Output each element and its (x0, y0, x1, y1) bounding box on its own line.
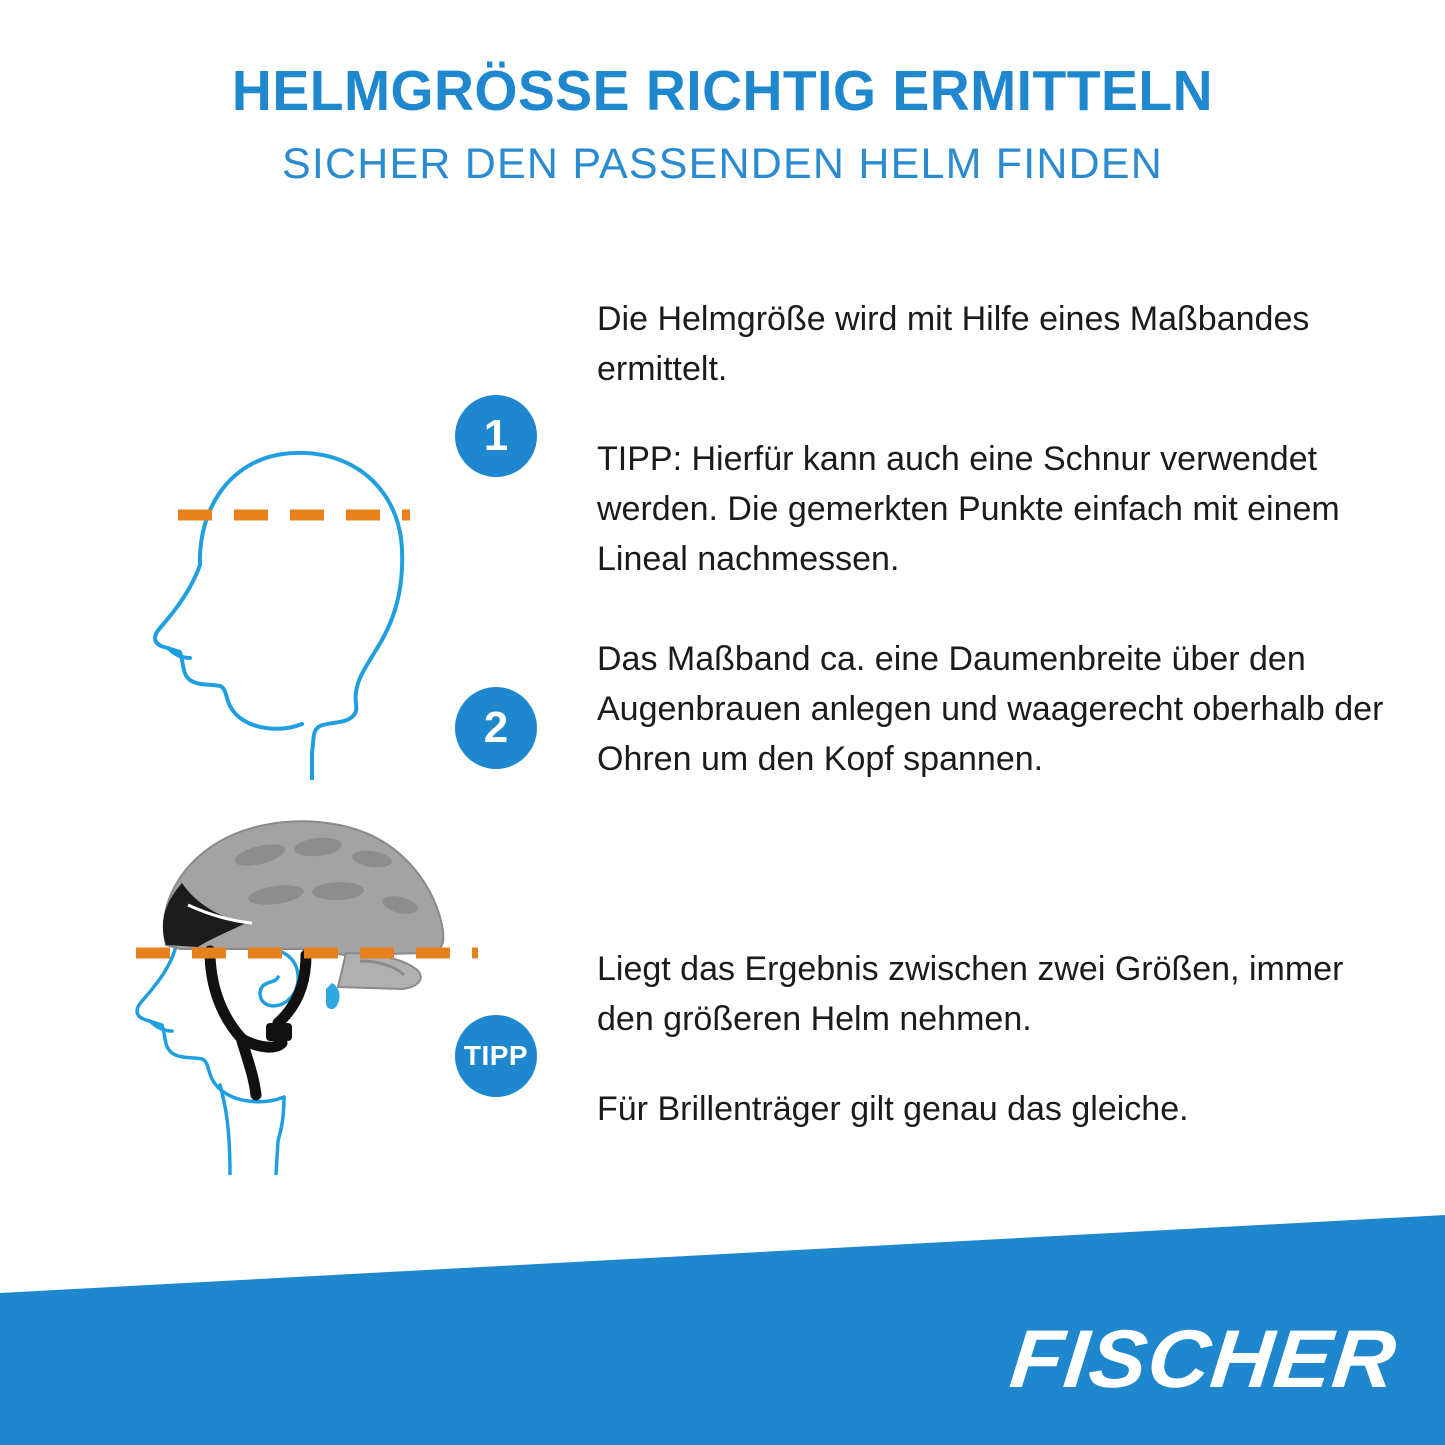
step-1-badge: 1 (455, 395, 537, 477)
content-area (0, 255, 1445, 1240)
header (0, 0, 1445, 187)
step-1-text (597, 295, 1397, 585)
step-tipp-badge: TIPP (455, 1015, 537, 1097)
steps-column (455, 255, 1415, 1240)
helmet-profile-icon (70, 755, 510, 1175)
step-1-paragraph-2: TIPP: Hierfür kann auch eine Schnur verwendet werden. Die gemerkten Punkte einfach mit einem Lineal nachmessen. (597, 439, 1340, 578)
step-tipp-text (597, 945, 1397, 1135)
page-subtitle: SICHER DEN PASSENDEN HELM FINDEN (281, 139, 1163, 188)
step-2 (455, 635, 1397, 785)
step-1-paragraph-1: Die Helmgröße wird mit Hilfe eines Maßbandes ermittelt. (597, 300, 1310, 388)
footer-band (0, 1215, 1445, 1445)
step-tipp (455, 945, 1397, 1135)
head-profile-icon (80, 360, 500, 780)
page-title: HELMGRÖSSE RICHTIG ERMITTELN (231, 59, 1214, 123)
step-tipp-paragraph-2: Für Brillenträger gilt genau das gleiche. (597, 1089, 1189, 1128)
step-tipp-paragraph-1: Liegt das Ergebnis zwischen zwei Größen, immer den größeren Helm nehmen. (597, 950, 1344, 1038)
brand-logo: FISCHER (1006, 1314, 1402, 1405)
step-2-text (597, 635, 1397, 785)
step-2-paragraph-1: Das Maßband ca. eine Daumenbreite über den Augenbrauen anlegen und waagerecht oberhalb der Ohren um den Kopf spannen. (597, 640, 1384, 778)
step-2-badge: 2 (455, 687, 537, 769)
step-1 (455, 295, 1397, 585)
